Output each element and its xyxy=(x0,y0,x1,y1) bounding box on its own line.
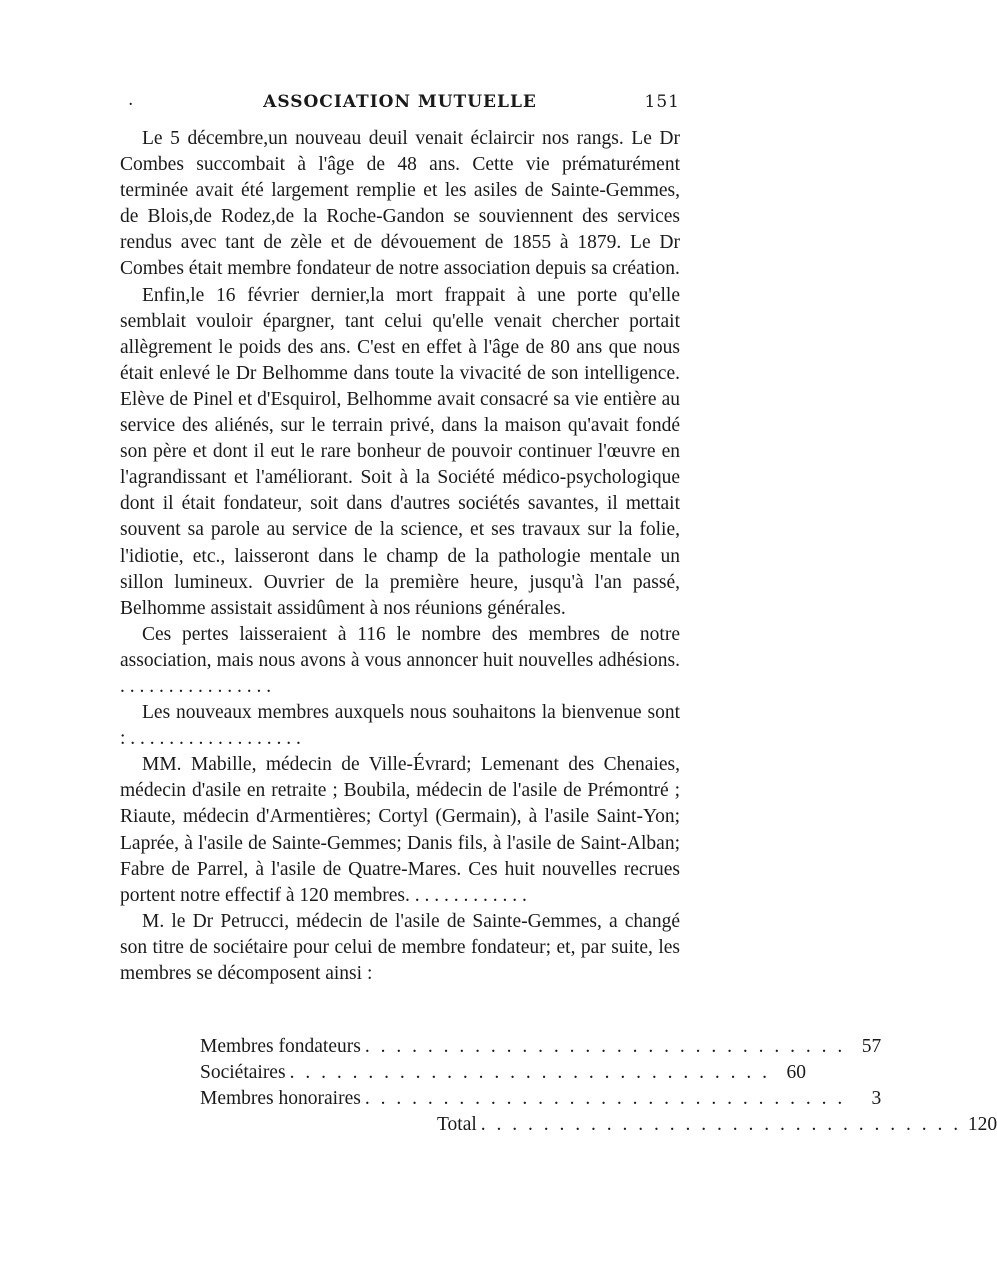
page-number: 151 xyxy=(644,92,680,112)
paragraph-nouveaux-membres: Les nouveaux membres auxquels nous souhaitons la bienvenue sont : . . . . . . . . . . . . . . . . . . xyxy=(120,702,680,750)
body-text xyxy=(120,126,680,987)
row-label: Sociétaires xyxy=(200,1062,286,1083)
paragraph-combes: Le 5 décembre,un nouveau deuil venait éclaircir nos rangs. Le Dr Combes succombait à l'âge de 48 ans. Cette vie prématurément terminée avait été largement remplie et les asiles de Sainte-Gemmes, de Blois,de Rodez,de la Roche-Gandon se souviennent des services rendus avec tant de zèle et de dévouement de 1855 à 1879. Le Dr Combes était membre fondateur de notre association depuis sa création. xyxy=(120,128,680,280)
row-value: 60 xyxy=(786,1062,806,1083)
paragraph-belhomme: Enfin,le 16 février dernier,la mort frappait à une porte qu'elle semblait vouloir épargner, tant celui qu'elle venait chercher portait allègrement le poids des ans. C'est en effet à l'âge de 80 ans que nous était enlevé le Dr Belhomme dans toute la vivacité de son intelligence. Elève de Pinel et d'Esquirol, Belhomme avait consacré sa vie entière au service des aliénés, sur le terrain privé, dans la maison qu'avait fondé son père et dont il eut le rare bonheur de pouvoir continuer l'œuvre en l'agrandissant et l'améliorant. Soit à la Société médico-psychologique dont il était fondateur, soit dans d'autres sociétés savantes, il mettait souvent sa parole au service de la science, et ses travaux sur la folie, l'idiotie, etc., laisseront dans le champ de la pathologie mentale un sillon lumineux. Ouvrier de la première heure, jusqu'à l'an passé, Belhomme assistait assidûment à nos réunions générales. xyxy=(120,284,680,619)
leader-dots: . . . . . . . . . . . . . . . . . . . . . . . . . . . . . . . xyxy=(364,1036,846,1057)
row-label: Membres honoraires xyxy=(200,1088,361,1109)
header-dot: . xyxy=(128,90,135,110)
row-label: Membres fondateurs xyxy=(200,1036,361,1057)
membership-table xyxy=(200,1034,997,1138)
table-row xyxy=(200,1086,882,1112)
running-title: ASSOCIATION MUTUELLE xyxy=(263,92,537,112)
table-row xyxy=(200,1060,806,1086)
paragraph-liste-membres: MM. Mabille, médecin de Ville-Évrard; Lemenant des Chenaies, médecin d'asile en retraite ; Boubila, médecin de l'asile de Prémontré ; Riaute, médecin d'Armentières; Cortyl (Germain), à l'asile Saint-Yon; Laprée, à l'asile de Sainte-Gemmes; Danis fils, à l'asile de Saint-Alban; Fabre de Parrel, à l'asile de Quatre-Mares. Ces huit nouvelles recrues portent notre effectif à 120 membres. . . . . . . . . . . . . xyxy=(120,754,680,906)
leader-dots: . . . . . . . . . . . . . . . . . . . . . . . . . . . . . . . xyxy=(289,1062,770,1083)
total-label: Total xyxy=(437,1114,477,1135)
paragraph-pertes: Ces pertes laisseraient à 116 le nombre des membres de notre association, mais nous avons à vous annoncer huit nouvelles adhésions. . . . . . . . . . . . . . . . . xyxy=(120,623,680,697)
row-value: 57 xyxy=(861,1036,882,1057)
row-value: 3 xyxy=(871,1088,882,1109)
total-row xyxy=(200,1112,997,1138)
total-value: 120 xyxy=(967,1114,997,1135)
running-header xyxy=(120,92,680,118)
leader-dots: . . . . . . . . . . . . . . . . . . . . . . . . . . . . . . . xyxy=(364,1088,846,1109)
paragraph-petrucci: M. le Dr Petrucci, médecin de l'asile de Sainte-Gemmes, a changé son titre de sociétaire pour celui de membre fondateur; et, par suite, les membres se décomposent ainsi : xyxy=(120,910,680,984)
table-row xyxy=(200,1034,882,1060)
leader-dots: . . . . . . . . . . . . . . . . . . . . . . . . . . . . . . . xyxy=(480,1114,962,1135)
